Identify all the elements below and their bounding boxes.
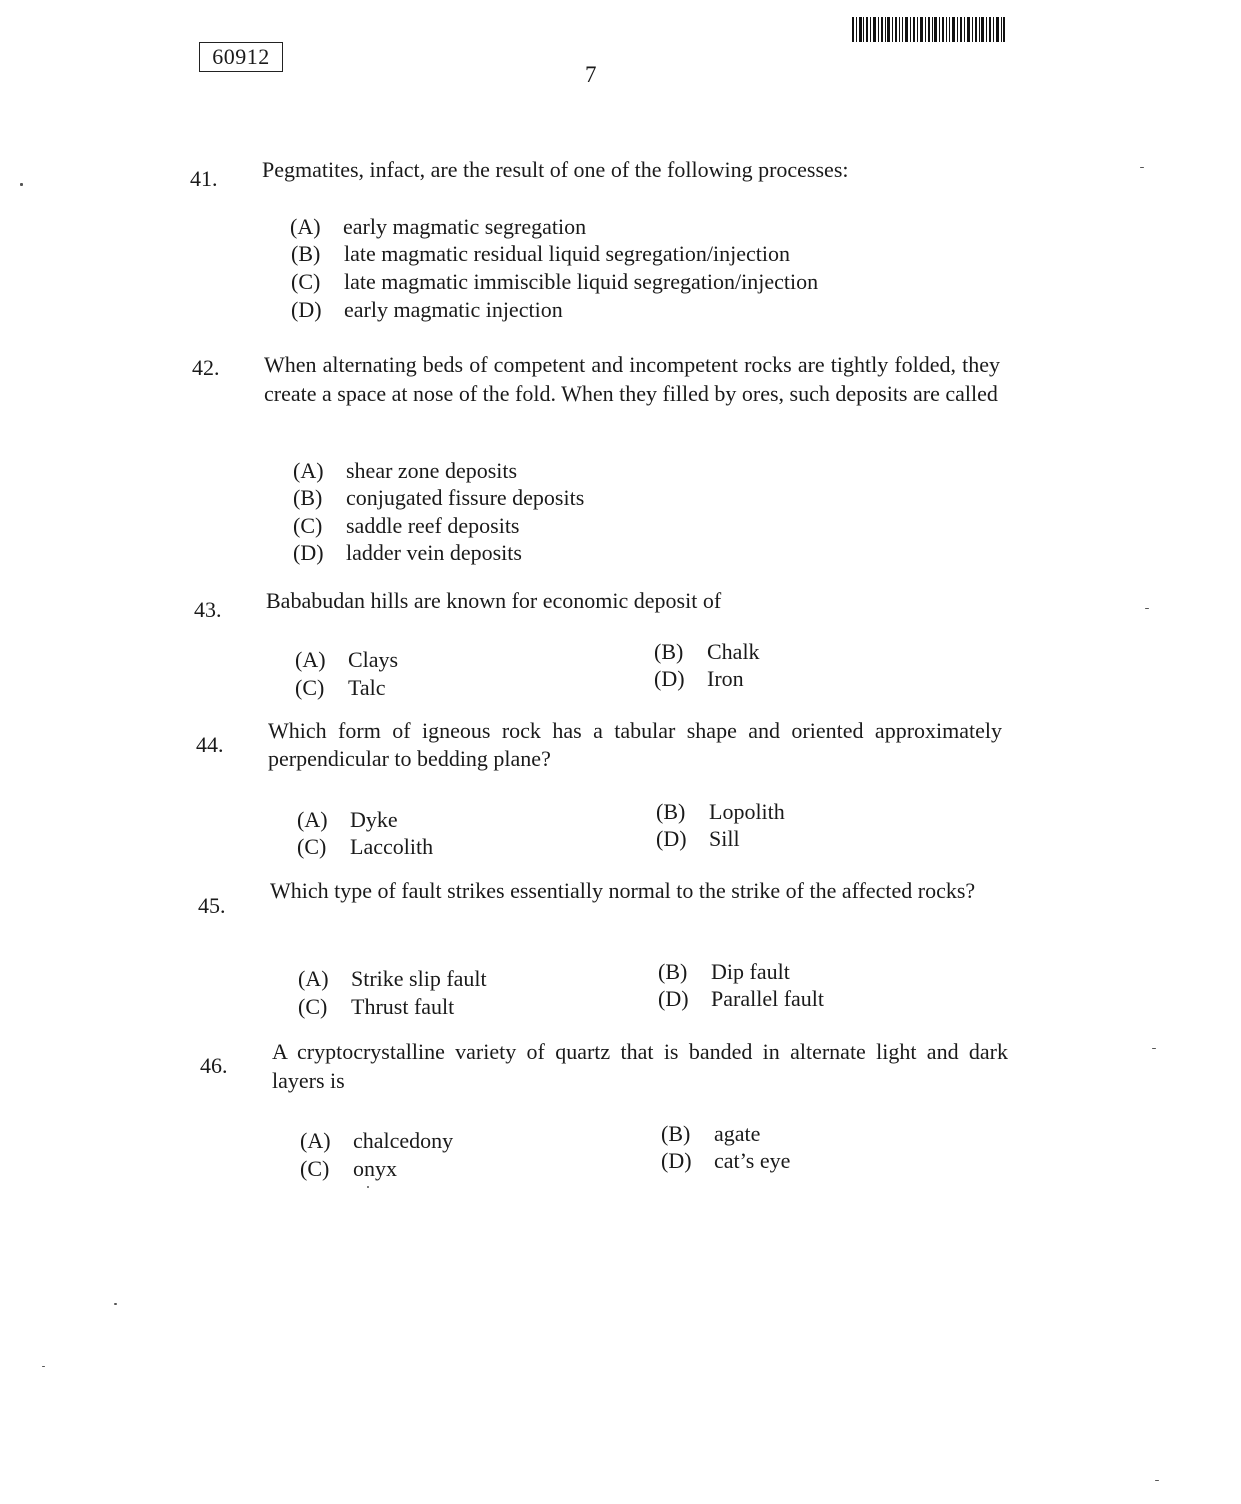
option-text: Strike slip fault (351, 966, 487, 991)
scan-speck (1152, 1048, 1156, 1049)
scan-speck (20, 183, 23, 186)
option-label: (A) (295, 647, 326, 672)
option-text: Clays (348, 647, 399, 672)
option-label: (A) (293, 458, 324, 483)
option-d (654, 666, 744, 692)
question-text: Bababudan hills are known for economic deposit of (266, 588, 722, 613)
option-label: (C) (298, 994, 328, 1019)
option-text: Sill (709, 826, 740, 851)
option-b (291, 241, 790, 267)
option-c (293, 513, 520, 539)
question-text: Which type of fault strikes essentially normal to the strike of the affected rocks? (270, 878, 976, 903)
option-label: (D) (661, 1148, 692, 1173)
scan-speck (1155, 1480, 1159, 1481)
option-b (654, 639, 760, 665)
question-number: 45. (198, 893, 226, 918)
option-text: cat’s eye (714, 1148, 791, 1173)
paper-code-box: 60912 (199, 42, 283, 72)
option-label: (D) (654, 666, 685, 691)
question-number: 46. (200, 1053, 228, 1078)
option-text: Chalk (707, 639, 760, 664)
question-number: 42. (192, 355, 220, 380)
option-label: (B) (658, 959, 688, 984)
option-a (293, 458, 517, 484)
option-text: Dip fault (711, 959, 790, 984)
page-number: 7 (585, 62, 597, 87)
option-label: (D) (293, 540, 324, 565)
scan-speck (42, 1366, 45, 1367)
scan-speck (1140, 167, 1144, 168)
option-label: (B) (291, 241, 321, 266)
option-c (298, 994, 454, 1020)
option-d (658, 986, 824, 1012)
scan-speck (114, 1303, 117, 1305)
option-label: (B) (661, 1121, 691, 1146)
option-b (293, 485, 584, 511)
option-label: (A) (297, 807, 328, 832)
option-text: late magmatic immiscible liquid segregation/injection (344, 269, 819, 294)
option-b (658, 959, 790, 985)
scan-speck (367, 1186, 369, 1188)
question-text: Pegmatites, infact, are the result of one of the following processes: (262, 157, 849, 182)
option-text: shear zone deposits (346, 458, 518, 483)
question-text: A cryptocrystalline variety of quartz that is banded in alternate light and dark layers is (272, 1039, 1008, 1093)
question-number: 43. (194, 597, 222, 622)
option-a (298, 966, 487, 992)
option-label: (C) (295, 675, 325, 700)
option-text: onyx (353, 1156, 397, 1181)
option-d (661, 1148, 790, 1174)
option-label: (B) (293, 485, 323, 510)
option-c (297, 834, 433, 860)
option-label: (D) (656, 826, 687, 851)
option-a (300, 1128, 453, 1154)
option-a (295, 647, 398, 673)
option-label: (B) (654, 639, 684, 664)
option-b (656, 799, 785, 825)
option-b (661, 1121, 760, 1147)
option-label: (C) (293, 513, 323, 538)
option-c (295, 675, 386, 701)
option-d (293, 540, 522, 566)
option-text: Iron (707, 666, 744, 691)
question-number: 41. (190, 166, 218, 191)
option-c (291, 269, 818, 295)
option-text: Parallel fault (711, 986, 825, 1011)
option-c (300, 1156, 397, 1182)
option-text: saddle reef deposits (346, 513, 520, 538)
option-text: Thrust fault (351, 994, 455, 1019)
option-label: (C) (300, 1156, 330, 1181)
option-label: (D) (291, 297, 322, 322)
option-label: (A) (300, 1128, 331, 1153)
option-label: (D) (658, 986, 689, 1011)
option-text: late magmatic residual liquid segregation/injection (344, 241, 790, 266)
option-text: early magmatic injection (344, 297, 563, 322)
option-label: (A) (290, 214, 321, 239)
option-a (297, 807, 398, 833)
option-a (290, 214, 586, 240)
option-text: Lopolith (709, 799, 785, 824)
question-text: When alternating beds of competent and incompetent rocks are tightly folded, they create a space at nose of the fold. When they filled by ores, such deposits are called (264, 352, 1000, 406)
option-text: chalcedony (353, 1128, 454, 1153)
option-label: (C) (291, 269, 321, 294)
option-d (291, 297, 563, 323)
option-label: (C) (297, 834, 327, 859)
option-text: Dyke (350, 807, 398, 832)
option-d (656, 826, 740, 852)
option-text: agate (714, 1121, 761, 1146)
scan-speck (1145, 608, 1149, 609)
option-text: early magmatic segregation (343, 214, 587, 239)
option-text: ladder vein deposits (346, 540, 522, 565)
option-text: Laccolith (350, 834, 434, 859)
question-text: Which form of igneous rock has a tabular shape and oriented approximately perpendicular to bedding plane? (268, 718, 1002, 771)
question-number: 44. (196, 732, 224, 757)
option-label: (B) (656, 799, 686, 824)
option-text: conjugated fissure deposits (346, 485, 585, 510)
barcode (852, 17, 1005, 42)
option-label: (A) (298, 966, 329, 991)
option-text: Talc (348, 675, 386, 700)
